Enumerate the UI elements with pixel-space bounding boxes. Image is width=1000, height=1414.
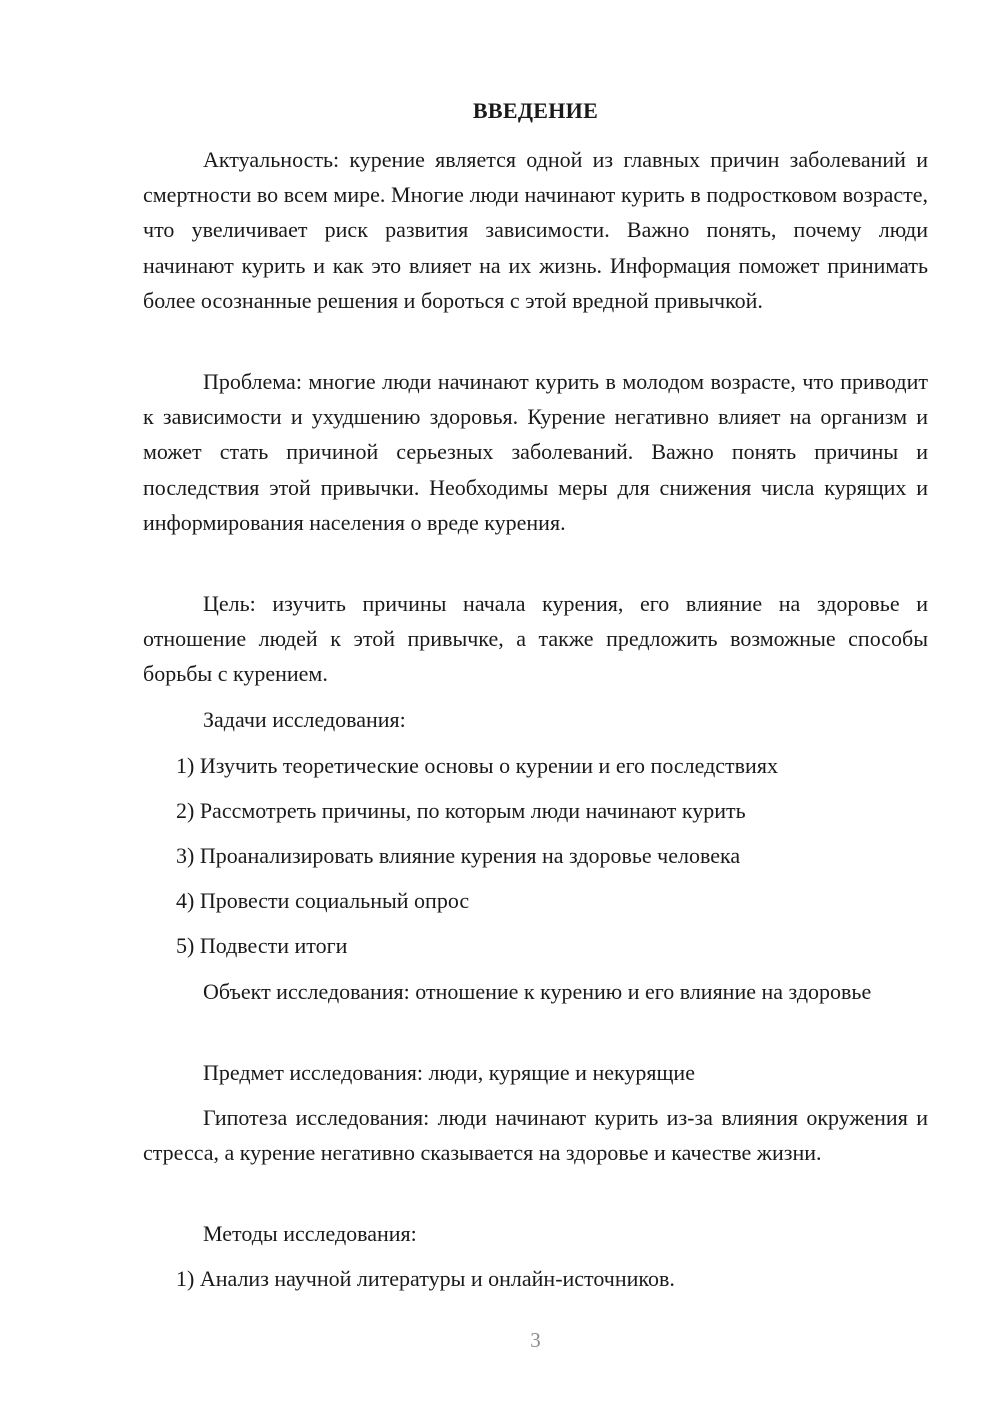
hypothesis-paragraph: Гипотеза исследования: люди начинают курить из-за влияния окружения и стресса, а курение негативно сказывается на здоровье и качестве жизни. <box>143 1105 928 1166</box>
goal-paragraph: Цель: изучить причины начала курения, его влияние на здоровье и отношение людей к этой привычке, а также предложить возможные способы борьбы с курением. <box>143 591 928 687</box>
task-item: 4) Провести социальный опрос <box>176 888 470 913</box>
task-item: 5) Подвести итоги <box>176 933 348 958</box>
document-page <box>143 0 928 1414</box>
task-item: 3) Проанализировать влияние курения на здоровье человека <box>176 843 741 868</box>
page-title: ВВЕДЕНИЕ <box>472 98 599 123</box>
problem-paragraph: Проблема: многие люди начинают курить в молодом возрасте, что приводит к зависимости и ухудшению здоровья. Курение негативно влияет на организм и может стать причиной серьезных заболеваний. Важно понять причины и последствия этой привычки. Необходимы меры для снижения числа курящих и информирования населения о вреде курения. <box>143 369 928 535</box>
subject-paragraph: Предмет исследования: люди, курящие и некурящие <box>203 1060 695 1085</box>
method-item: 1) Анализ научной литературы и онлайн-источников. <box>176 1266 675 1291</box>
methods-label: Методы исследования: <box>203 1221 417 1246</box>
task-item: 1) Изучить теоретические основы о курении и его последствиях <box>176 753 778 778</box>
relevance-paragraph: Актуальность: курение является одной из главных причин заболеваний и смертности во всем мире. Многие люди начинают курить в подростковом возрасте, что увеличивает риск развития зависимости. Важно понять, почему люди начинают курить и как это влияет на их жизнь. Информация поможет принимать более осознанные решения и бороться с этой вредной привычкой. <box>143 147 928 313</box>
task-item: 2) Рассмотреть причины, по которым люди начинают курить <box>176 798 746 823</box>
page-number: 3 <box>530 1328 541 1352</box>
tasks-label: Задачи исследования: <box>203 707 406 732</box>
object-paragraph: Объект исследования: отношение к курению и его влияние на здоровье <box>203 979 872 1004</box>
